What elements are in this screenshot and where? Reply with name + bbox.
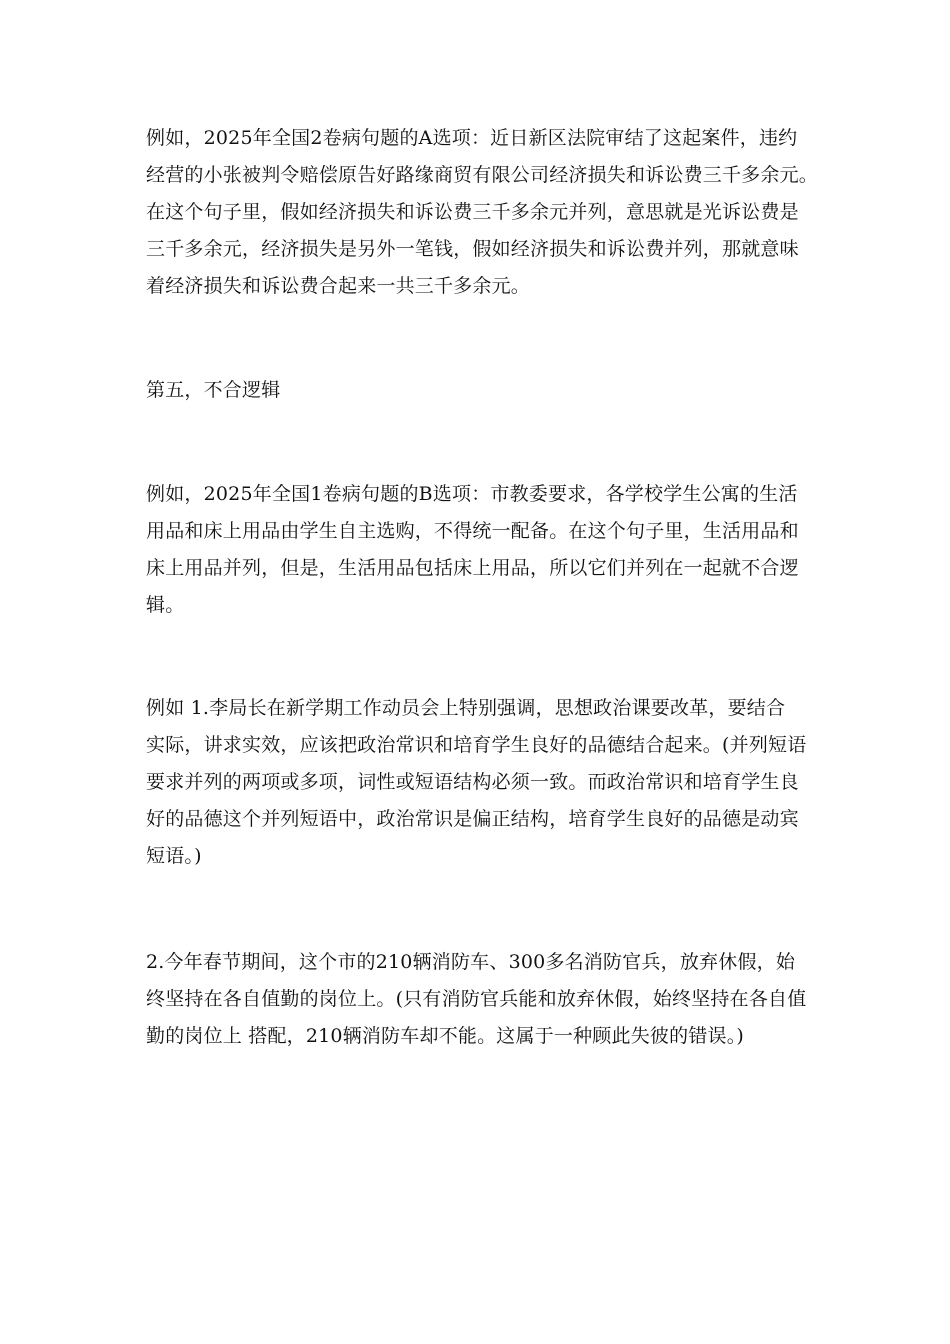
text-line: 2.今年春节期间，这个市的210辆消防车、300多名消防官兵，放弃休假，始 (146, 951, 796, 973)
text-line: 要求并列的两项或多项，词性或短语结构必须一致。而政治常识和培育学生良 (146, 771, 799, 793)
text-line: 例如，2025年全国1卷病句题的B选项：市教委要求，各学校学生公寓的生活 (146, 483, 798, 505)
paragraph-example-2 (146, 944, 811, 1055)
text-line: 短语。) (146, 845, 202, 867)
text-line: 着经济损失和诉讼费合起来一共三千多余元。 (146, 275, 531, 297)
paragraph-example-1 (146, 690, 811, 875)
heading-text: 第五，不合逻辑 (146, 379, 281, 401)
paragraph-example-2025-national-2 (146, 120, 819, 305)
text-line: 辑。 (146, 594, 185, 616)
text-line: 实际，讲求实效，应该把政治常识和培育学生良好的品德结合起来。(并列短语 (146, 734, 807, 756)
text-line: 三千多余元，经济损失是另外一笔钱，假如经济损失和诉讼费并列，那就意味 (146, 238, 799, 260)
text-line: 用品和床上用品由学生自主选购，不得统一配备。在这个句子里，生活用品和 (146, 520, 799, 542)
text-line: 好的品德这个并列短语中，政治常识是偏正结构，培育学生良好的品德是动宾 (146, 808, 799, 830)
section-heading-illogical (146, 372, 811, 409)
text-line: 终坚持在各自值勤的岗位上。(只有消防官兵能和放弃休假，始终坚持在各自值 (146, 988, 807, 1010)
text-line: 经营的小张被判令赔偿原告好路缘商贸有限公司经济损失和诉讼费三千多余元。 (146, 164, 819, 186)
text-line: 例如 1.李局长在新学期工作动员会上特别强调，思想政治课要改革，要结合 (146, 697, 786, 719)
text-line: 勤的岗位上 搭配，210辆消防车却不能。这属于一种顾此失彼的错误。) (146, 1025, 745, 1047)
text-line: 床上用品并列，但是，生活用品包括床上用品，所以它们并列在一起就不合逻 (146, 557, 799, 579)
paragraph-example-2025-national-1 (146, 476, 811, 624)
text-line: 在这个句子里，假如经济损失和诉讼费三千多余元并列，意思就是光诉讼费是 (146, 201, 799, 223)
text-line: 例如，2025年全国2卷病句题的A选项：近日新区法院审结了这起案件，违约 (146, 127, 798, 149)
